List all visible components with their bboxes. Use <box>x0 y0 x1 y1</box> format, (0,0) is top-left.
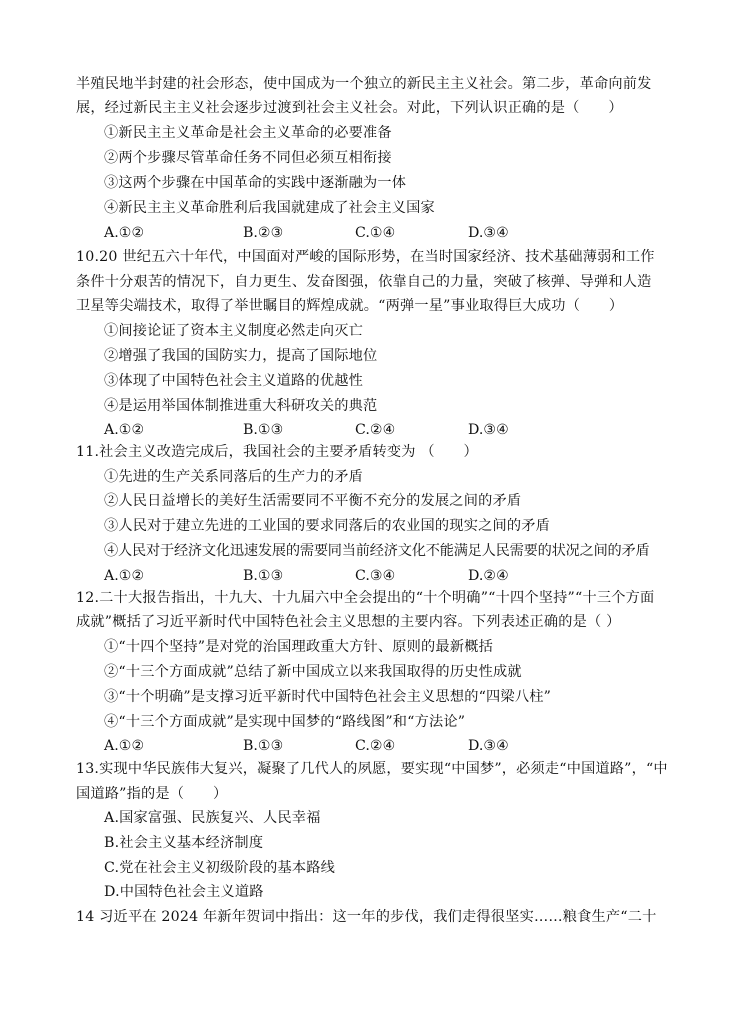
q12-option-a[interactable]: A.①② <box>104 738 145 754</box>
q13-option-b[interactable]: B.社会主义基本经济制度 <box>104 835 264 851</box>
q9-option-c[interactable]: C.①④ <box>355 225 396 241</box>
q11-stem-line-1: 11.社会主义改造完成后，我国社会的主要矛盾转变为 （ ） <box>76 444 478 460</box>
q11-option-b[interactable]: B.①③ <box>243 568 284 584</box>
q9-option-d[interactable]: D.③④ <box>468 225 509 241</box>
q9-option-a[interactable]: A.①② <box>104 225 145 241</box>
q12-stem-line-2: 成就”概括了习近平新时代中国特色社会主义思想的主要内容。下列表述正确的是（ ） <box>76 614 621 630</box>
q12-statement-4: ④“十三个方面成就”是实现中国梦的“路线图”和“方法论” <box>104 714 466 730</box>
q10-option-a[interactable]: A.①② <box>104 422 145 438</box>
q10-option-c[interactable]: C.②④ <box>355 422 396 438</box>
q11-statement-4: ④人民对于经济文化迅速发展的需要同当前经济文化不能满足人民需要的状况之间的矛盾 <box>104 543 650 559</box>
q9-stem-line-1: 半殖民地半封建的社会形态，使中国成为一个独立的新民主主义社会。第二步，革命向前发 <box>76 76 652 92</box>
q12-statement-2: ②“十三个方面成就”总结了新中国成立以来我国取得的历史性成就 <box>104 664 522 680</box>
q9-statement-4: ④新民主主义革命胜利后我国就建成了社会主义国家 <box>104 200 435 216</box>
q9-statement-1: ①新民主主义革命是社会主义革命的必要准备 <box>104 125 392 141</box>
q12-option-b[interactable]: B.①③ <box>243 738 284 754</box>
q13-option-d[interactable]: D.中国特色社会主义道路 <box>104 884 264 900</box>
q10-option-b[interactable]: B.①③ <box>243 422 284 438</box>
q12-statement-3: ③“十个明确”是支撑习近平新时代中国特色社会主义思想的“四梁八柱” <box>104 689 552 705</box>
q10-stem-line-1: 10.20 世纪五六十年代，中国面对严峻的国际形势，在当时国家经济、技术基础薄弱和工作 <box>76 249 655 265</box>
q13-stem-line-1: 13.实现中华民族伟大复兴，凝聚了几代人的夙愿，要实现“中国梦”，必须走“中国道路”，“中 <box>76 761 668 777</box>
q10-stem-line-2: 条件十分艰苦的情况下，自力更生、发奋图强，依靠自己的力量，突破了核弹、导弹和人造 <box>76 274 652 290</box>
q11-option-a[interactable]: A.①② <box>104 568 145 584</box>
q13-option-c[interactable]: C.党在社会主义初级阶段的基本路线 <box>104 860 336 876</box>
q10-option-d[interactable]: D.③④ <box>468 422 509 438</box>
q9-statement-2: ②两个步骤尽管革命任务不同但必须互相衔接 <box>104 150 392 166</box>
q9-option-b[interactable]: B.②③ <box>243 225 284 241</box>
q14-stem-line-1: 14 习近平在 2024 年新年贺词中指出：这一年的步伐，我们走得很坚实……粮食生产“二十 <box>76 909 657 925</box>
q12-option-d[interactable]: D.③④ <box>468 738 509 754</box>
q10-statement-4: ④是运用举国体制推进重大科研攻关的典范 <box>104 398 378 414</box>
q9-stem-line-2: 展，经过新民主主义社会逐步过渡到社会主义社会。对此，下列认识正确的是（ ） <box>76 100 623 116</box>
q11-option-c[interactable]: C.③④ <box>355 568 396 584</box>
q13-option-a[interactable]: A.国家富强、民族复兴、人民幸福 <box>104 810 321 826</box>
q11-statement-3: ③人民对于建立先进的工业国的要求同落后的农业国的现实之间的矛盾 <box>104 518 551 534</box>
q10-stem-line-3: 卫星等尖端技术，取得了举世瞩目的辉煌成就。“两弹一星”事业取得巨大成功（ ） <box>76 298 624 314</box>
q12-stem-line-1: 12.二十大报告指出，十九大、十九届六中全会提出的“十个明确”“十四个坚持”“十三个方面 <box>76 590 655 606</box>
q12-statement-1: ①“十四个坚持”是对党的治国理政重大方针、原则的最新概括 <box>104 639 493 655</box>
q10-statement-1: ①间接论证了资本主义制度必然走向灭亡 <box>104 323 363 339</box>
q10-statement-3: ③体现了中国特色社会主义道路的优越性 <box>104 373 363 389</box>
q11-option-d[interactable]: D.②④ <box>468 568 509 584</box>
q10-statement-2: ②增强了我国的国防实力，提高了国际地位 <box>104 348 378 364</box>
q13-stem-line-2: 国道路”指的是（ ） <box>76 786 228 802</box>
q11-statement-1: ①先进的生产关系同落后的生产力的矛盾 <box>104 469 363 485</box>
q11-statement-2: ②人民日益增长的美好生活需要同不平衡不充分的发展之间的矛盾 <box>104 493 522 509</box>
q9-statement-3: ③这两个步骤在中国革命的实践中逐渐融为一体 <box>104 175 407 191</box>
q12-option-c[interactable]: C.②④ <box>355 738 396 754</box>
